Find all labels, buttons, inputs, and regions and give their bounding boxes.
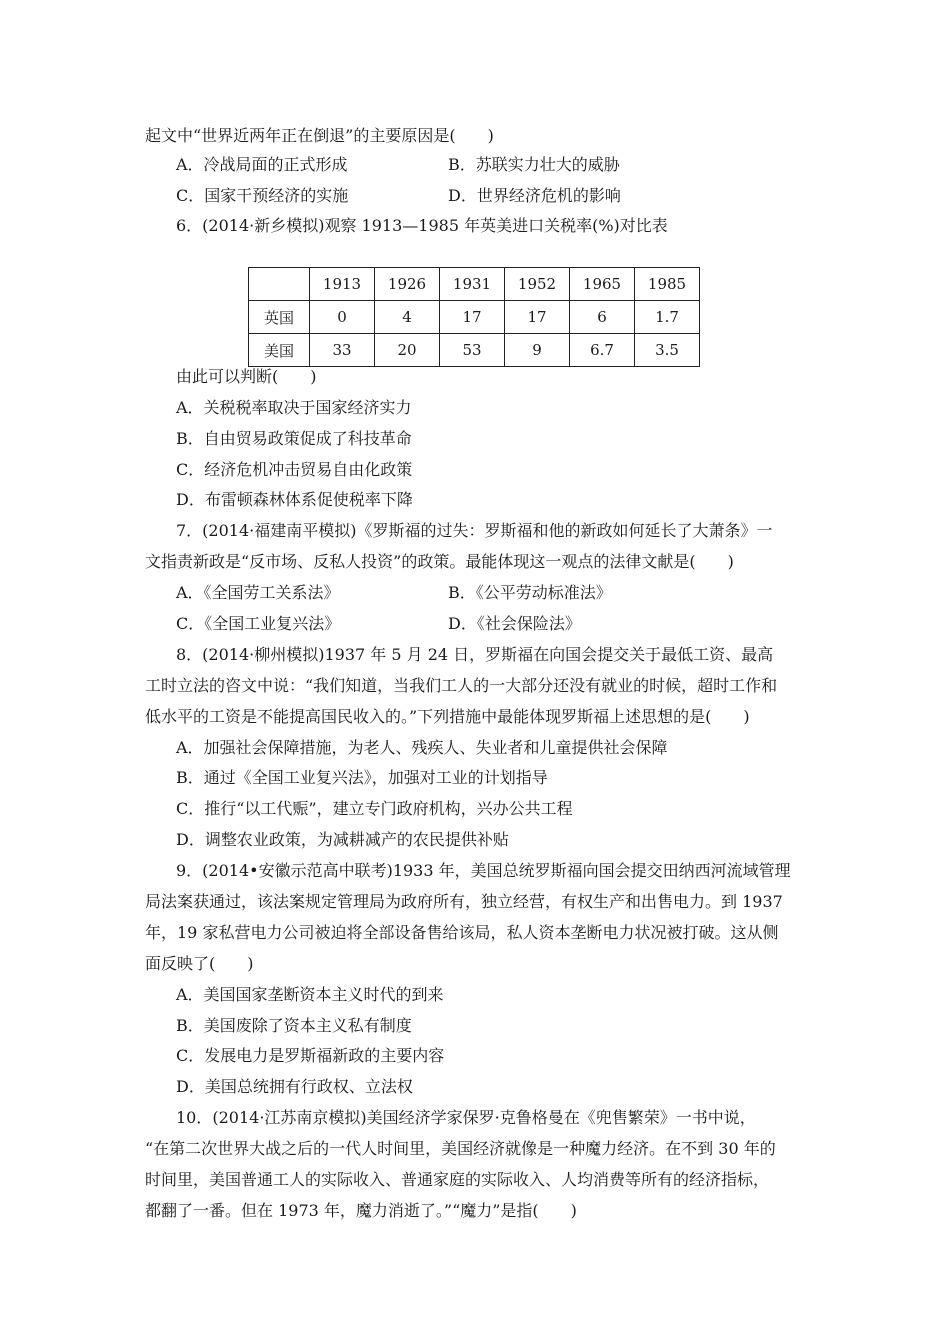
q8-option-c: C．推行“以工代赈”，建立专门政府机构，兴办公共工程 <box>176 799 573 818</box>
table-cell: 1.7 <box>635 301 700 334</box>
table-header-cell <box>249 268 310 301</box>
q6-option-c: C．经济危机冲击贸易自由化政策 <box>176 460 413 479</box>
table-cell: 20 <box>375 334 440 367</box>
q6-option-a: A．关税税率取决于国家经济实力 <box>176 398 412 417</box>
table-cell: 9 <box>505 334 570 367</box>
q8-option-b: B．通过《全国工业复兴法》，加强对工业的计划指导 <box>176 768 548 787</box>
q8-line-3: 低水平的工资是不能提高国民收入的。”下列措施中最能体现罗斯福上述思想的是( ) <box>145 707 750 726</box>
table-cell: 0 <box>310 301 375 334</box>
table-header-cell: 1965 <box>570 268 635 301</box>
table-header-row <box>249 268 700 301</box>
q9-option-c: C．发展电力是罗斯福新政的主要内容 <box>176 1046 445 1065</box>
q9-line-1: 9．(2014•安徽示范高中联考)1933 年，美国总统罗斯福向国会提交田纳西河流域管理 <box>176 861 791 880</box>
q7-option-d: D．《社会保险法》 <box>448 614 581 633</box>
q5-option-a: A．冷战局面的正式形成 <box>176 155 348 174</box>
q8-line-1: 8．(2014·柳州模拟)1937 年 5 月 24 日，罗斯福在向国会提交关于最低工资、最高 <box>176 645 774 664</box>
table-cell: 3.5 <box>635 334 700 367</box>
q5-stem: 起文中“世界近两年正在倒退”的主要原因是( ) <box>145 126 494 145</box>
q8-option-a: A．加强社会保障措施，为老人、残疾人、失业者和儿童提供社会保障 <box>176 738 668 757</box>
q6-stem: 6．(2014·新乡模拟)观察 1913—1985 年英美进口关税率(%)对比表 <box>176 216 668 235</box>
q10-line-2: “在第二次世界大战之后的一代人时间里，美国经济就像是一种魔力经济。在不到 30 年的 <box>145 1139 776 1158</box>
q9-line-3: 年，19 家私营电力公司被迫将全部设备售给该局，私人资本垄断电力状况被打破。这从侧 <box>145 923 779 942</box>
q5-option-d: D．世界经济危机的影响 <box>448 186 621 205</box>
q7-option-b: B．《公平劳动标准法》 <box>448 583 612 602</box>
table-header-cell: 1931 <box>440 268 505 301</box>
q6-option-b: B．自由贸易政策促成了科技革命 <box>176 429 412 448</box>
q7-line-1: 7．(2014·福建南平模拟)《罗斯福的过失：罗斯福和他的新政如何延长了大萧条》一 <box>176 521 773 540</box>
tariff-table <box>248 267 700 367</box>
table-row-label: 美国 <box>249 334 310 367</box>
q9-line-2: 局法案获通过，该法案规定管理局为政府所有，独立经营，有权生产和出售电力。到 1937 <box>145 892 783 911</box>
q10-line-4: 都翻了一番。但在 1973 年，魔力消逝了。”“魔力”是指( ) <box>145 1201 577 1220</box>
table-row <box>249 334 700 367</box>
table-header-cell: 1913 <box>310 268 375 301</box>
table-cell: 17 <box>505 301 570 334</box>
table-header-cell: 1985 <box>635 268 700 301</box>
q9-line-4: 面反映了( ) <box>145 954 254 973</box>
q8-option-d: D．调整农业政策，为减耕减产的农民提供补贴 <box>176 830 509 849</box>
q9-option-b: B．美国废除了资本主义私有制度 <box>176 1016 412 1035</box>
table-cell: 17 <box>440 301 505 334</box>
q8-line-2: 工时立法的咨文中说：“我们知道，当我们工人的一大部分还没有就业的时候，超时工作和 <box>145 676 778 695</box>
q7-option-a: A．《全国劳工关系法》 <box>176 583 340 602</box>
q7-line-2: 文指责新政是“反市场、反私人投资”的政策。最能体现这一观点的法律文献是( ) <box>145 552 734 571</box>
q6-option-d: D．布雷顿森林体系促使税率下降 <box>176 490 413 509</box>
q9-option-a: A．美国国家垄断资本主义时代的到来 <box>176 985 444 1004</box>
table-cell: 6 <box>570 301 635 334</box>
q6-prompt: 由此可以判断( ) <box>176 367 317 386</box>
table-cell: 4 <box>375 301 440 334</box>
table-row <box>249 301 700 334</box>
table-cell: 6.7 <box>570 334 635 367</box>
q9-option-d: D．美国总统拥有行政权、立法权 <box>176 1077 413 1096</box>
table-cell: 33 <box>310 334 375 367</box>
q10-line-3: 时间里，美国普通工人的实际收入、普通家庭的实际收入、人均消费等所有的经济指标， <box>145 1170 770 1189</box>
q10-line-1: 10．(2014·江苏南京模拟)美国经济学家保罗·克鲁格曼在《兜售繁荣》一书中说， <box>176 1108 756 1127</box>
table-cell: 53 <box>440 334 505 367</box>
q5-option-b: B．苏联实力壮大的威胁 <box>448 155 620 174</box>
q5-option-c: C．国家干预经济的实施 <box>176 186 349 205</box>
q7-option-c: C．《全国工业复兴法》 <box>176 614 341 633</box>
table-row-label: 英国 <box>249 301 310 334</box>
table-header-cell: 1952 <box>505 268 570 301</box>
table-header-cell: 1926 <box>375 268 440 301</box>
